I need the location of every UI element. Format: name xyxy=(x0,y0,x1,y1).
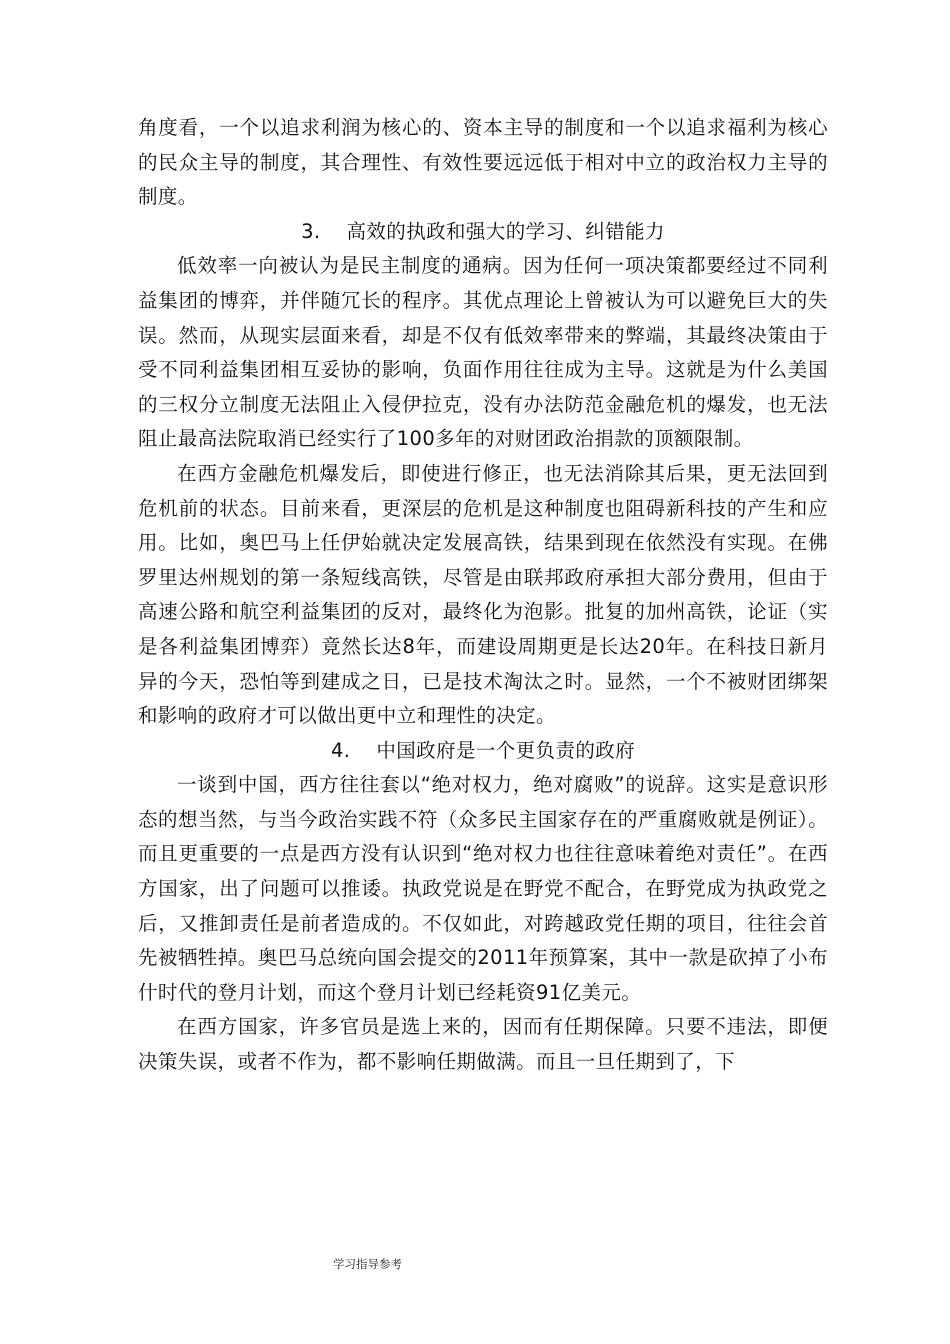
section-heading-4 xyxy=(138,734,828,769)
paragraph: 一谈到中国，西方往往套以“绝对权力，绝对腐败”的说辞。这实是意识形态的想当然，与当今政治实践不符（众多民主国家存在的严重腐败就是例证）。而且更重要的一点是西方没有认识到“绝对权力也往往意味着绝对责任”。在西方国家，出了问题可以推诿。执政党说是在野党不配合，在野党成为执政党之后，又推卸责任是前者造成的。不仅如此，对跨越政党任期的项目，往往会首先被牺牲掉。奥巴马总统向国会提交的2011年预算案，其中一款是砍掉了小布什时代的登月计划，而这个登月计划已经耗资91亿美元。 xyxy=(138,773,828,1004)
paragraph: 低效率一向被认为是民主制度的通病。因为任何一项决策都要经过不同利益集团的博弈，并伴随冗长的程序。其优点理论上曾被认为可以避免巨大的失误。然而，从现实层面来看，却是不仅有低效率带来的弊端，其最终决策由于受不同利益集团相互妥协的影响，负面作用往往成为主导。这就是为什么美国的三权分立制度无法阻止入侵伊拉克，没有办法防范金融危机的爆发，也无法阻止最高法院取消已经实行了100多年的对财团政治捐款的顶额限制。 xyxy=(138,254,828,451)
section-heading-3 xyxy=(138,215,828,250)
paragraph: 在西方国家，许多官员是选上来的，因而有任期保障。只要不违法，即便决策失误，或者不作为，都不影响任期做满。而且一旦任期到了，下 xyxy=(138,1015,828,1074)
continuation-paragraph: 角度看，一个以追求利润为核心的、资本主导的制度和一个以追求福利为核心的民众主导的制度，其合理性、有效性要远远低于相对中立的政治权力主导的制度。 xyxy=(138,116,828,209)
section-title-3: 高效的执政和强大的学习、纠错能力 xyxy=(346,219,665,243)
section-number-4: 4. xyxy=(330,738,351,762)
body-text xyxy=(138,111,828,1080)
paragraph: 在西方金融危机爆发后，即使进行修正，也无法消除其后果，更无法回到危机前的状态。目前来看，更深层的危机是这种制度也阻碍新科技的产生和应用。比如，奥巴马上任伊始就决定发展高铁，结果到现在依然没有实现。在佛罗里达州规划的第一条短线高铁，尽管是由联邦政府承担大部分费用，但由于高速公路和航空利益集团的反对，最终化为泡影。批复的加州高铁，论证（实是各利益集团博弈）竟然长达8年，而建设周期更是长达20年。在科技日新月异的今天，恐怕等到建成之日，已是技术淘汰之时。显然，一个不被财团绑架和影响的政府才可以做出更中立和理性的决定。 xyxy=(138,461,828,728)
page-footer: 学习指导参考 xyxy=(333,1257,402,1271)
section-number-3: 3. xyxy=(301,219,321,243)
section-title-4: 中国政府是一个更负责的政府 xyxy=(376,738,636,762)
